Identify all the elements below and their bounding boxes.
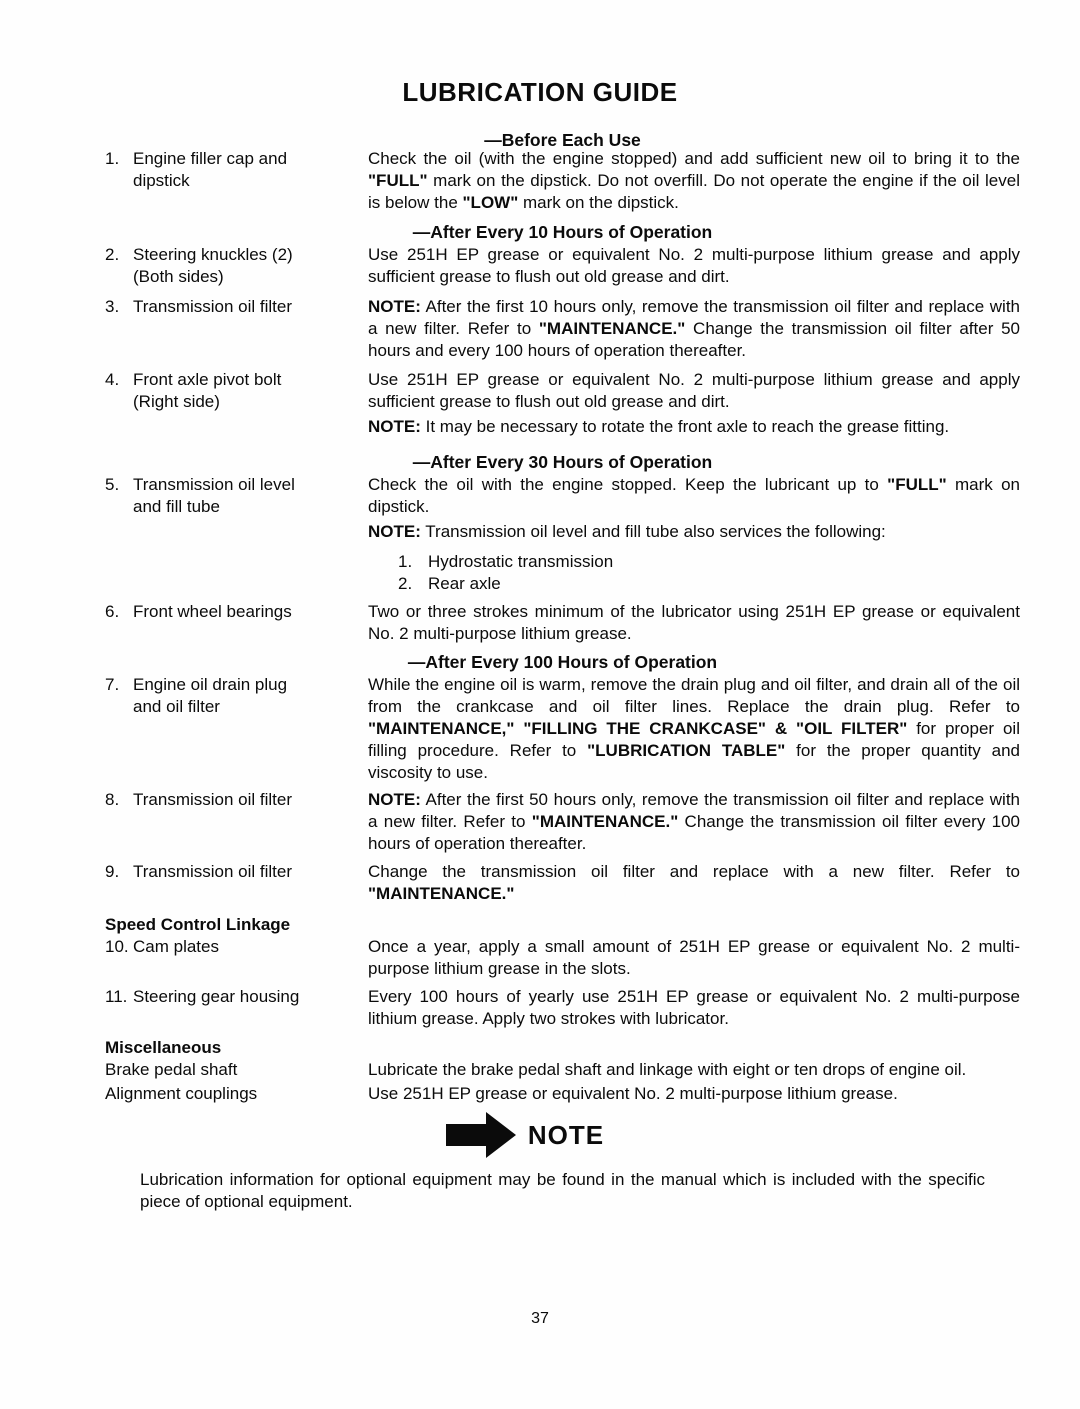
alignment-couplings-description: Use 251H EP grease or equivalent No. 2 multi-purpose lithium grease.: [368, 1084, 898, 1103]
item-8-description: NOTE: After the first 50 hours only, remove the transmission oil filter and replace with a new filter. Refer to "MAINTENANCE." Change the transmission oil filter every 100 hours of operation thereafter.: [368, 790, 1020, 853]
list-row-6: [105, 601, 1020, 645]
item-number: 1.: [105, 149, 120, 168]
heading-miscellaneous: Miscellaneous: [105, 1038, 222, 1057]
section-heading-after-100-hours: —After Every 100 Hours of Operation: [407, 652, 718, 672]
item-8-label: [105, 789, 365, 811]
alignment-couplings-label: Alignment couplings: [105, 1084, 258, 1103]
fill-tube-sublist: [398, 551, 613, 595]
item-number: 11.: [105, 987, 128, 1006]
item-2-label: [105, 244, 365, 288]
list-row-3: [105, 296, 1020, 362]
item-text: Front wheel bearings: [133, 602, 292, 621]
list-row-1: [105, 148, 1020, 214]
item-9-description: Change the transmission oil filter and replace with a new filter. Refer to "MAINTENANCE.": [368, 862, 1020, 903]
item-1-label: [105, 148, 365, 192]
section-heading-after-10-hours: —After Every 10 Hours of Operation: [412, 222, 713, 242]
sublist-number: 1.: [398, 552, 413, 571]
sublist-item: [398, 573, 613, 595]
item-3-description: NOTE: After the first 10 hours only, remove the transmission oil filter and replace with a new filter. Refer to "MAINTENANCE." Change the transmission oil filter after 50 hours and every 100 hours of operation thereafter.: [368, 297, 1020, 360]
list-row-2: [105, 244, 1020, 288]
heading-speed-control-linkage: Speed Control Linkage: [105, 915, 291, 934]
section-heading-after-30-hours: —After Every 30 Hours of Operation: [412, 452, 713, 472]
item-line: [105, 601, 365, 623]
item-line: [105, 986, 365, 1008]
item-number: 7.: [105, 675, 120, 694]
item-number: 10.: [105, 937, 129, 956]
list-row-10: [105, 936, 1020, 980]
page-title: LUBRICATION GUIDE: [402, 77, 678, 107]
item-line: [105, 674, 365, 696]
item-text: Engine oil drain plug: [133, 675, 288, 694]
right-arrow-icon: [446, 1112, 516, 1158]
item-line: [105, 296, 365, 318]
item-number: 8.: [105, 790, 120, 809]
item-6-description: Two or three strokes minimum of the lubricator using 251H EP grease or equivalent No. 2 multi-purpose lithium grease.: [368, 602, 1020, 643]
item-line: [105, 474, 365, 496]
item-text: Engine filler cap and: [133, 149, 288, 168]
item-text: Front axle pivot bolt: [133, 370, 282, 389]
sublist-number: 2.: [398, 574, 413, 593]
item-5-label: [105, 474, 365, 518]
item-text-line2: and fill tube: [133, 497, 220, 516]
list-row-11: [105, 986, 1020, 1030]
item-text-line2: (Both sides): [133, 267, 224, 286]
item-4-label: [105, 369, 365, 413]
item-number: 6.: [105, 602, 120, 621]
item-line: [105, 148, 365, 170]
list-row-4: [105, 369, 1020, 413]
item-line: [105, 244, 365, 266]
page-number: 37: [531, 1310, 549, 1327]
note-label: NOTE: [527, 1120, 605, 1150]
fill-tube-note: NOTE: Transmission oil level and fill tube also services the following:: [368, 522, 886, 541]
item-number: 2.: [105, 245, 120, 264]
item-4-description: Use 251H EP grease or equivalent No. 2 multi-purpose lithium grease and apply sufficient grease to flush out old grease and dirt.: [368, 370, 1020, 411]
item-10-label: [105, 936, 365, 958]
item-5-description: Check the oil with the engine stopped. Keep the lubricant up to "FULL" mark on dipstick.: [368, 475, 1020, 516]
note-callout: [0, 1112, 1050, 1158]
list-row-9: [105, 861, 1020, 905]
item-11-label: [105, 986, 365, 1008]
item-10-description: Once a year, apply a small amount of 251H EP grease or equivalent No. 2 multi-purpose lithium grease in the slots.: [368, 937, 1020, 978]
item-text: Cam plates: [133, 937, 219, 956]
item-6-label: [105, 601, 365, 623]
item-7-label: [105, 674, 365, 718]
item-number: 3.: [105, 297, 120, 316]
item-text-line2: (Right side): [133, 392, 220, 411]
item-line: [105, 861, 365, 883]
section-heading-before-each-use: —Before Each Use: [484, 130, 641, 150]
item-line: [105, 936, 365, 958]
item-line: [105, 369, 365, 391]
item-text: Transmission oil filter: [133, 297, 293, 316]
closing-note: Lubrication information for optional equipment may be found in the manual which is included with the specific piece of optional equipment.: [140, 1170, 985, 1211]
item-text: Transmission oil filter: [133, 862, 293, 881]
sublist-item: [398, 551, 613, 573]
front-axle-note: NOTE: It may be necessary to rotate the front axle to reach the grease fitting.: [368, 417, 950, 436]
item-text-line2: dipstick: [133, 171, 190, 190]
item-number: 4.: [105, 370, 120, 389]
item-text-line2: and oil filter: [133, 697, 220, 716]
item-text: Transmission oil level: [133, 475, 295, 494]
item-text: Steering gear housing: [133, 987, 300, 1006]
item-text: Transmission oil filter: [133, 790, 293, 809]
note-row-fill-tube: [105, 521, 1020, 543]
list-row-alignment-couplings: [105, 1083, 1020, 1105]
item-text: Steering knuckles (2): [133, 245, 293, 264]
item-1-description: Check the oil (with the engine stopped) and add sufficient new oil to bring it to the "FULL" mark on the dipstick. Do not overfill. Do not operate the engine if the oil level is below the "LOW" mark on the dipstick.: [368, 149, 1020, 212]
list-row-5: [105, 474, 1020, 518]
note-row-front-axle: [105, 416, 1020, 438]
sublist-text: Hydrostatic transmission: [428, 552, 614, 571]
list-row-7: [105, 674, 1020, 784]
brake-pedal-label: Brake pedal shaft: [105, 1060, 238, 1079]
brake-pedal-description: Lubricate the brake pedal shaft and linkage with eight or ten drops of engine oil.: [368, 1060, 967, 1079]
item-2-description: Use 251H EP grease or equivalent No. 2 multi-purpose lithium grease and apply sufficient grease to flush out old grease and dirt.: [368, 245, 1020, 286]
list-row-8: [105, 789, 1020, 855]
item-7-description: While the engine oil is warm, remove the drain plug and oil filter, and drain all of the oil from the crankcase and oil filter lines. Replace the drain plug. Refer to "MAINTENANCE," "FILLING THE CRANKCASE" & "OIL FILTER" for proper oil filling procedure. Refer to "LUBRICATION TABLE" for the proper quantity and viscosity to use.: [368, 675, 1021, 782]
item-3-label: [105, 296, 365, 318]
item-number: 5.: [105, 475, 120, 494]
item-line: [105, 789, 365, 811]
sublist-text: Rear axle: [428, 574, 501, 593]
list-row-brake-pedal: [105, 1059, 1020, 1081]
item-number: 9.: [105, 862, 120, 881]
item-11-description: Every 100 hours of yearly use 251H EP grease or equivalent No. 2 multi-purpose lithium grease. Apply two strokes with lubricator.: [368, 987, 1020, 1028]
item-9-label: [105, 861, 365, 883]
